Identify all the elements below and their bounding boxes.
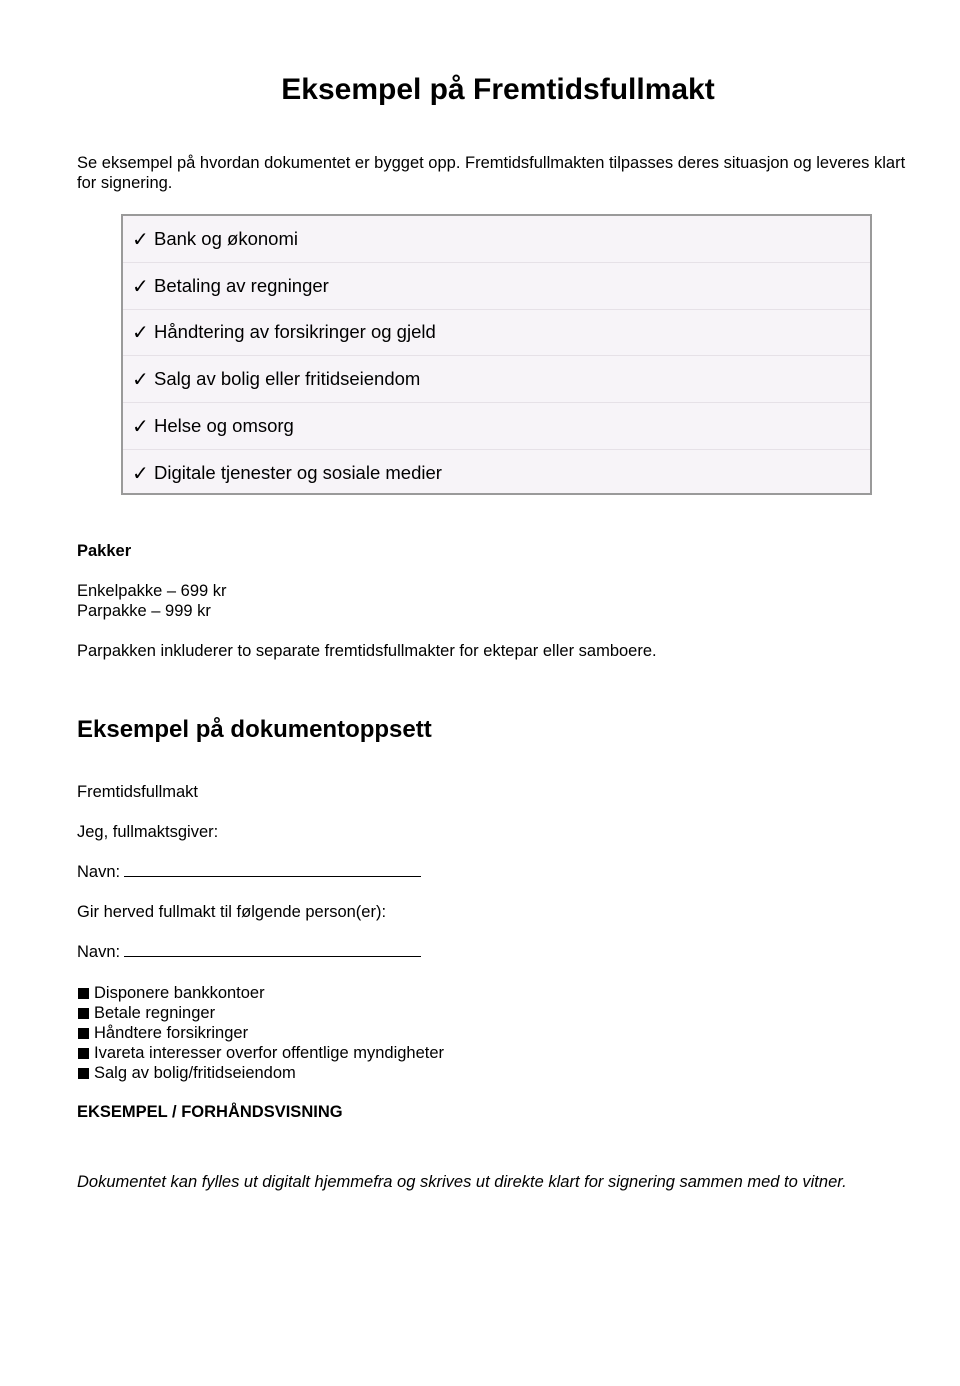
grants-to-text: Gir herved fullmakt til følgende person(er): xyxy=(77,903,387,921)
power-item-label: Betale regninger xyxy=(94,1004,216,1022)
power-item-label: Ivareta interesser overfor offentlige myndigheter xyxy=(94,1044,445,1062)
checklist-item xyxy=(123,356,870,403)
checkmark-icon: ✓ xyxy=(132,461,149,486)
preview-label: EKSEMPEL / FORHÅNDSVISNING xyxy=(77,1103,343,1121)
footnote: Dokumentet kan fylles ut digitalt hjemmefra og skrives ut direkte klart for signering sammen med to vitner. xyxy=(77,1173,847,1191)
document-name: Fremtidsfullmakt xyxy=(77,783,199,801)
checklist-item xyxy=(123,263,870,310)
power-item xyxy=(77,1023,248,1043)
checkmark-icon: ✓ xyxy=(132,320,149,345)
checklist-item-label: Salg av bolig eller fritidseiendom xyxy=(154,368,421,390)
power-item xyxy=(77,983,265,1003)
square-bullet-icon xyxy=(78,1048,89,1059)
square-bullet-icon xyxy=(78,988,89,999)
power-item-label: Håndtere forsikringer xyxy=(94,1024,249,1042)
package-pair: Parpakke – 999 kr xyxy=(77,602,211,620)
power-item-label: Salg av bolig/fritidseiendom xyxy=(94,1064,296,1082)
checklist-item xyxy=(123,403,870,450)
checklist-item xyxy=(123,216,870,263)
checklist-item xyxy=(123,450,870,497)
intro-paragraph: Se eksempel på hvordan dokumentet er bygget opp. Fremtidsfullmakten tilpasses deres situasjon og leveres klart for signering. xyxy=(77,154,906,192)
checklist-item-label: Helse og omsorg xyxy=(154,415,294,437)
checkmark-icon: ✓ xyxy=(132,273,149,298)
grantor-name-line xyxy=(77,862,421,882)
power-item-label: Disponere bankkontoer xyxy=(94,984,265,1002)
packages-heading: Pakker xyxy=(77,542,132,560)
layout-example-heading: Eksempel på dokumentoppsett xyxy=(77,716,432,743)
square-bullet-icon xyxy=(78,1068,89,1079)
power-item xyxy=(77,1003,215,1023)
power-item xyxy=(77,1043,444,1063)
name-label: Navn: xyxy=(77,943,121,961)
checklist-item-label: Betaling av regninger xyxy=(154,274,329,296)
page-title: Eksempel på Fremtidsfullmakt xyxy=(281,73,715,106)
attorney-name-line xyxy=(77,942,421,962)
name-blank-line xyxy=(124,862,421,877)
checkmark-icon: ✓ xyxy=(132,226,149,251)
checkmark-icon: ✓ xyxy=(132,414,149,439)
checklist-item xyxy=(123,310,870,357)
square-bullet-icon xyxy=(78,1028,89,1039)
checklist-item-label: Digitale tjenester og sosiale medier xyxy=(154,462,442,484)
packages-note: Parpakken inkluderer to separate fremtidsfullmakter for ektepar eller samboere. xyxy=(77,642,657,660)
checkmark-icon: ✓ xyxy=(132,367,149,392)
square-bullet-icon xyxy=(78,1008,89,1019)
name-label: Navn: xyxy=(77,863,121,881)
checklist-item-label: Bank og økonomi xyxy=(154,227,298,249)
coverage-checklist xyxy=(121,214,872,495)
name-blank-line xyxy=(124,942,421,957)
checklist-item-label: Håndtering av forsikringer og gjeld xyxy=(154,321,436,343)
grantor-intro: Jeg, fullmaktsgiver: xyxy=(77,823,219,841)
power-item xyxy=(77,1063,296,1083)
package-single: Enkelpakke – 699 kr xyxy=(77,582,227,600)
